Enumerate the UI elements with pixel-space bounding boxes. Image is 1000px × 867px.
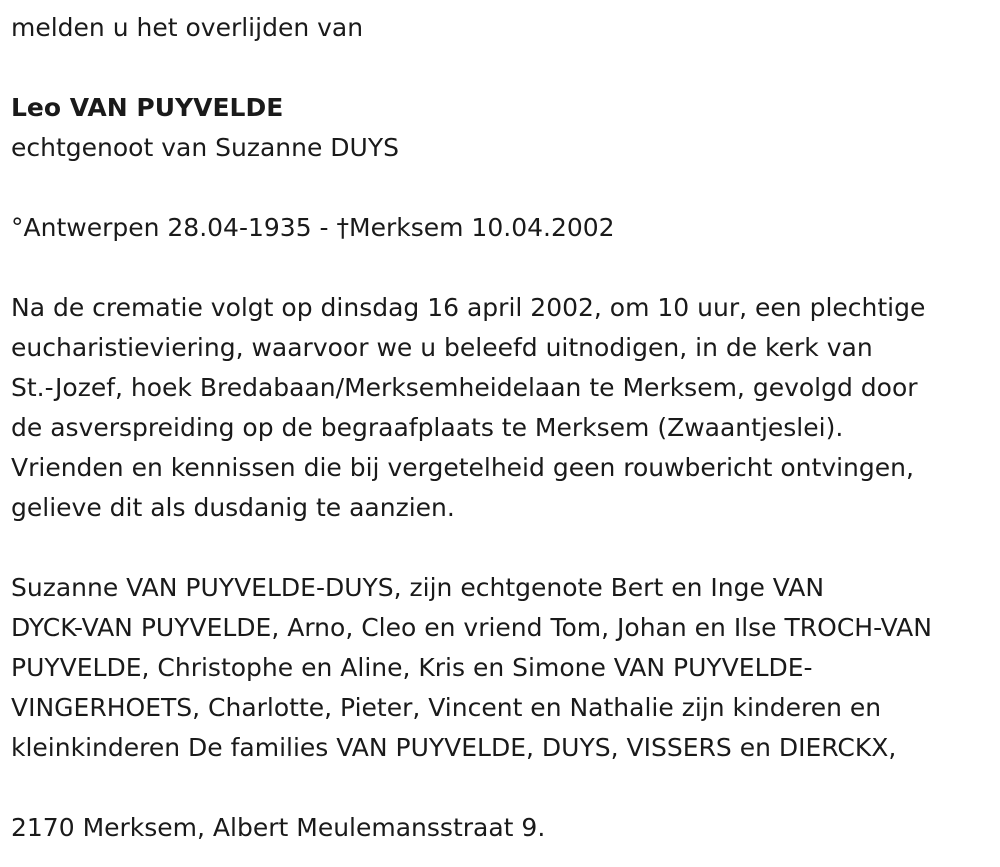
address-line: 2170 Merksem, Albert Meulemansstraat 9. xyxy=(11,813,546,842)
family-line: kleinkinderen De families VAN PUYVELDE, DUYS, VISSERS en DIERCKX, xyxy=(11,733,897,762)
ceremony-paragraph xyxy=(11,288,996,528)
intro-line: melden u het overlijden van xyxy=(11,13,364,42)
spacer xyxy=(11,528,996,568)
ceremony-line: St.-Jozef, hoek Bredabaan/Merksemheidelaan te Merksem, gevolgd door xyxy=(11,373,918,402)
deceased-name: Leo VAN PUYVELDE xyxy=(11,93,284,122)
ceremony-line: gelieve dit als dusdanig te aanzien. xyxy=(11,493,455,522)
ceremony-line: eucharistieviering, waarvoor we u beleefd uitnodigen, in de kerk van xyxy=(11,333,873,362)
family-line: Suzanne VAN PUYVELDE-DUYS, zijn echtgenote Bert en Inge VAN xyxy=(11,573,825,602)
ceremony-line: Na de crematie volgt op dinsdag 16 april 2002, om 10 uur, een plechtige xyxy=(11,293,926,322)
family-line: VINGERHOETS, Charlotte, Pieter, Vincent en Nathalie zijn kinderen en xyxy=(11,693,882,722)
spacer xyxy=(11,768,996,808)
ceremony-line: Vrienden en kennissen die bij vergetelheid geen rouwbericht ontvingen, xyxy=(11,453,914,482)
family-line: DYCK-VAN PUYVELDE, Arno, Cleo en vriend Tom, Johan en Ilse TROCH-VAN xyxy=(11,613,932,642)
spacer xyxy=(11,168,996,208)
spacer xyxy=(11,248,996,288)
spacer xyxy=(11,48,996,88)
life-dates: °Antwerpen 28.04-1935 - †Merksem 10.04.2002 xyxy=(11,213,615,242)
spouse-line: echtgenoot van Suzanne DUYS xyxy=(11,133,399,162)
family-line: PUYVELDE, Christophe en Aline, Kris en Simone VAN PUYVELDE- xyxy=(11,653,813,682)
obituary-text xyxy=(11,8,996,848)
ceremony-line: de asverspreiding op de begraafplaats te Merksem (Zwaantjeslei). xyxy=(11,413,844,442)
family-paragraph xyxy=(11,568,996,768)
